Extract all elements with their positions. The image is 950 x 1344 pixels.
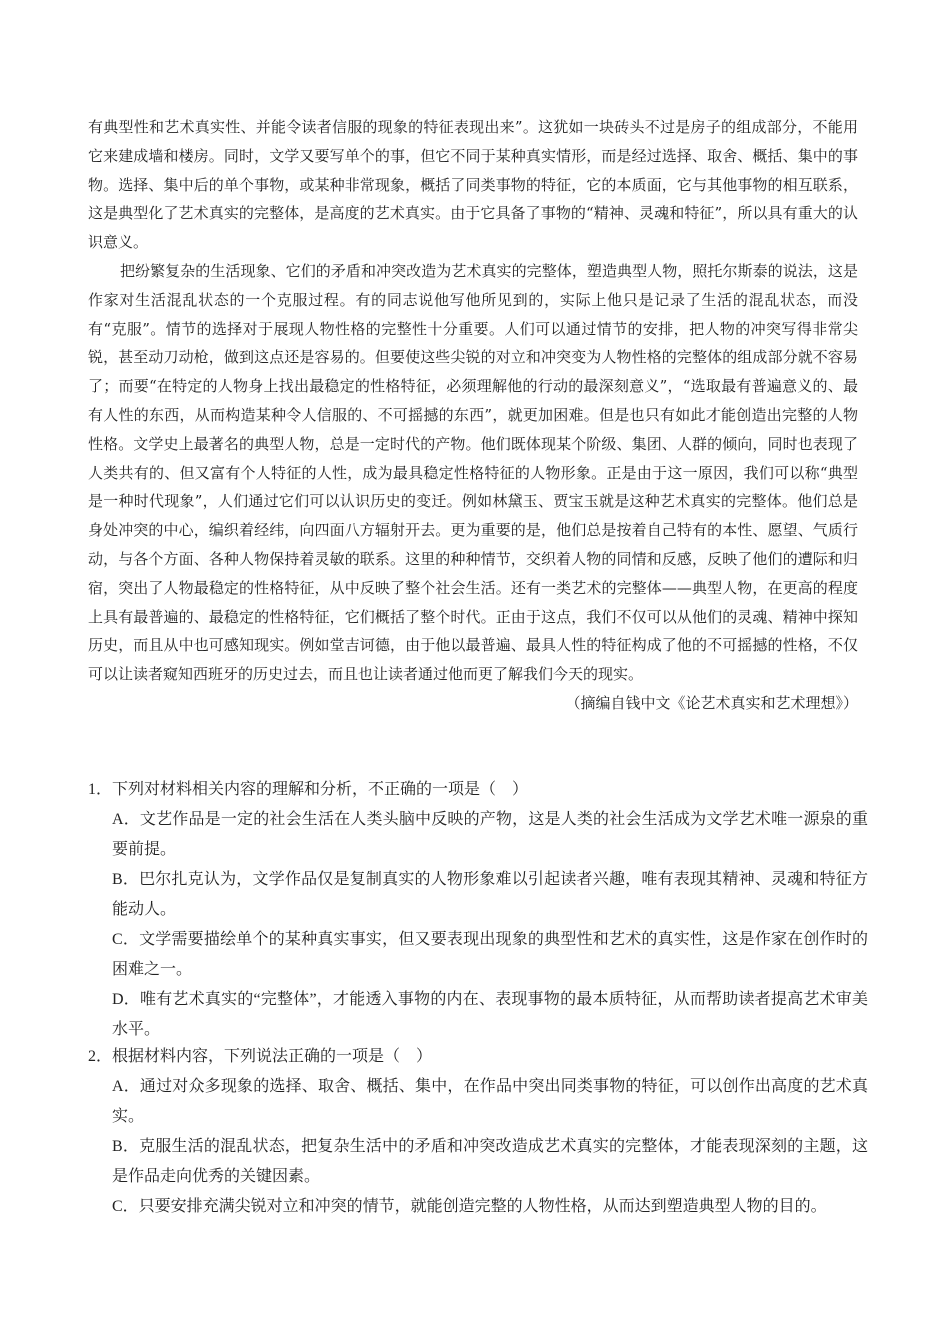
question-2-stem: 2．根据材料内容，下列说法正确的一项是（ ） — [88, 1048, 433, 1065]
question-1-option-b: B．巴尔扎克认为，文学作品仅是复制真实的人物形象难以引起读者兴趣，唯有表现其精神、灵魂和特征方能动人。 — [112, 871, 868, 918]
question-2-option-b: B．克服生活的混乱状态，把复杂生活中的矛盾和冲突改造成艺术真实的完整体，才能表现深刻的主题，这是作品走向优秀的关键因素。 — [112, 1138, 868, 1185]
passage-paragraph-2: 把纷繁复杂的生活现象、它们的矛盾和冲突改造为艺术真实的完整体，塑造典型人物，照托尔斯泰的说法，这是作家对生活混乱状态的一个克服过程。有的同志说他写他所见到的，实际上他只是记录了生活的混乱状态，而没有“克服”。情节的选择对于展现人物性格的完整性十分重要。人们可以通过情节的安排，把人物的冲突写得非常尖锐，甚至动刀动枪，做到这点还是容易的。但要使这些尖锐的对立和冲突变为人物性格的完整体的组成部分就不容易了；而要“在特定的人物身上找出最稳定的性格特征，必须理解他的行动的最深刻意义”，“选取最有普遍意义的、最有人性的东西，从而构造某种令人信服的、不可摇撼的东西”，就更加困难。但是也只有如此才能创造出完整的人物性格。文学史上最著名的典型人物，总是一定时代的产物。他们既体现某个阶级、集团、人群的倾向，同时也表现了人类共有的、但又富有个人特征的人性，成为最具稳定性格特征的人物形象。正是由于这一原因，我们可以称“典型是一种时代现象”，人们通过它们可以认识历史的变迁。例如林黛玉、贾宝玉就是这种艺术真实的完整体。他们总是身处冲突的中心，编织着经纬，向四面八方辐射开去。更为重要的是，他们总是按着自己特有的本性、愿望、气质行动，与各个方面、各种人物保持着灵敏的联系。这里的种种情节，交织着人物的同情和反感，反映了他们的遭际和归宿，突出了人物最稳定的性格特征，从中反映了整个社会生活。还有一类艺术的完整体——典型人物，在更高的程度上具有最普遍的、最稳定的性格特征，它们概括了整个时代。正由于这点，我们不仅可以从他们的灵魂、精神中探知历史，而且从中也可感知现实。例如堂吉诃德，由于他以最普遍、最具人性的特征构成了他的不可摇撼的性格，不仅可以让读者窥知西班牙的历史过去，而且也让读者通过他而更了解我们今天的现实。 — [88, 261, 858, 684]
question-1 — [88, 775, 868, 1045]
question-2-option-a: A．通过对众多现象的选择、取舍、概括、集中，在作品中突出同类事物的特征，可以创作出高度的艺术真实。 — [112, 1078, 868, 1125]
question-1-option-d: D．唯有艺术真实的“完整体”，才能透入事物的内在、表现事物的最本质特征，从而帮助读者提高艺术审美水平。 — [112, 991, 868, 1038]
question-2-option-c: C．只要安排充满尖锐对立和冲突的情节，就能创造完整的人物性格，从而达到塑造典型人物的目的。 — [112, 1198, 827, 1215]
question-2 — [88, 1042, 868, 1222]
question-1-option-c: C．文学需要描绘单个的某种真实事实，但又要表现出现象的典型性和艺术的真实性，这是作家在创作时的困难之一。 — [112, 931, 868, 978]
question-1-stem: 1．下列对材料相关内容的理解和分析，不正确的一项是（ ） — [88, 781, 529, 798]
question-1-option-a: A．文艺作品是一定的社会生活在人类头脑中反映的产物，这是人类的社会生活成为文学艺术唯一源泉的重要前提。 — [112, 811, 868, 858]
passage-paragraph-1: 有典型性和艺术真实性、并能令读者信服的现象的特征表现出来”。这犹如一块砖头不过是房子的组成部分，不能用它来建成墙和楼房。同时，文学又要写单个的事，但它不同于某种真实情形，而是经过选择、取舍、概括、集中的事物。选择、集中后的单个事物，或某种非常现象，概括了同类事物的特征，它的本质面，它与其他事物的相互联系，这是典型化了艺术真实的完整体，是高度的艺术真实。由于它具备了事物的“精神、灵魂和特征”，所以具有重大的认识意义。 — [88, 118, 858, 252]
reading-passage — [88, 113, 858, 718]
passage-source-citation: （摘编自钱中文《论艺术真实和艺术理想》） — [565, 693, 858, 712]
